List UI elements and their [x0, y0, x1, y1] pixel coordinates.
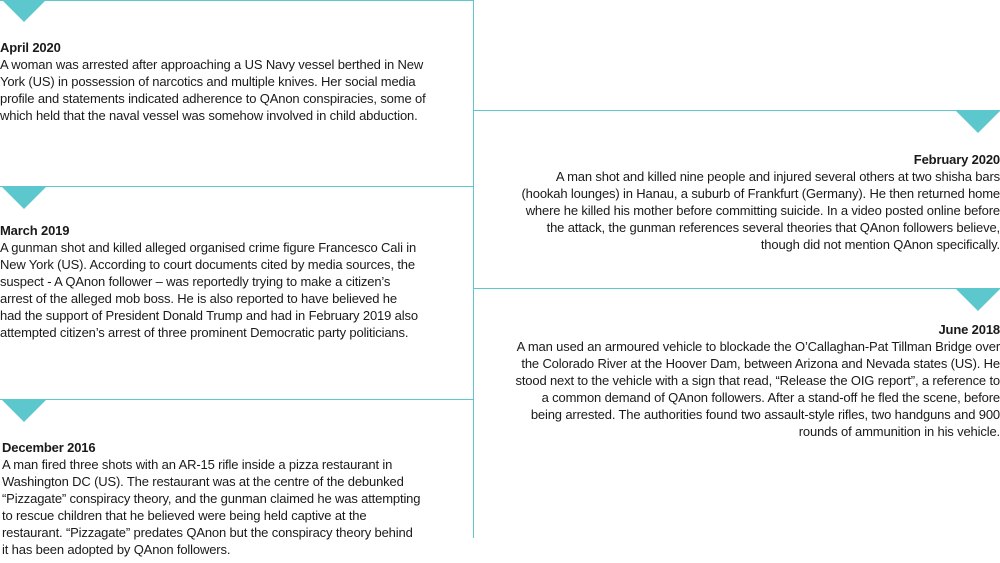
event-june-2018 — [515, 321, 1000, 440]
divider-march-2019 — [0, 186, 474, 187]
marker-march-2019-icon — [2, 187, 46, 209]
timeline-axis — [473, 0, 474, 538]
divider-june-2018 — [473, 288, 1000, 289]
event-date: December 2016 — [2, 440, 96, 455]
event-april-2020 — [0, 39, 440, 124]
divider-february-2020 — [473, 110, 1000, 111]
marker-december-2016-icon — [2, 400, 46, 422]
event-december-2016 — [2, 439, 422, 558]
event-february-2020 — [515, 151, 1000, 253]
marker-june-2018-icon — [956, 289, 1000, 311]
event-date: April 2020 — [0, 40, 61, 55]
event-date: February 2020 — [913, 152, 1000, 167]
event-description: A man fired three shots with an AR-15 rifle inside a pizza restaurant in Washington DC (US). The restaurant was at the centre of the debunked “Pizzagate” conspiracy theory, and the gunman claimed he was attempting to rescue children that he believed were being held captive at the restaurant. “Pizzagate” predates QAnon but the conspiracy theory behind it has been adopted by QAnon followers. — [2, 457, 421, 557]
marker-april-2020-icon — [2, 0, 46, 22]
event-description: A woman was arrested after approaching a US Navy vessel berthed in New York (US) in possession of narcotics and multiple knives. Her social media profile and statements indicated adherence to QAnon conspiracies, some of which held that the naval vessel was somehow involved in child abduction. — [0, 57, 426, 123]
event-description: A gunman shot and killed alleged organised crime figure Francesco Cali in New York (US). According to court documents cited by media sources, the suspect - A QAnon follower – was reportedly trying to make a citizen’s arrest of the alleged mob boss. He is also reported to have believed he had the support of President Donald Trump and had in February 2019 also attempted citizen’s arrest of three prominent Democratic party politicians. — [0, 240, 418, 340]
divider-december-2016 — [0, 399, 474, 400]
event-date: June 2018 — [938, 322, 1000, 337]
event-date: March 2019 — [0, 223, 70, 238]
divider-april-2020 — [0, 0, 474, 1]
event-description: A man used an armoured vehicle to blockade the O’Callaghan-Pat Tillman Bridge over the Colorado River at the Hoover Dam, between Arizona and Nevada states (US). He stood next to the vehicle with a sign that read, “Release the OIG report”, a reference to a common demand of QAnon followers. After a stand-off he fled the scene, before being arrested. The authorities found two assault-style rifles, two handguns and 900 rounds of ammunition in his vehicle. — [515, 339, 1000, 439]
event-description: A man shot and killed nine people and injured several others at two shisha bars (hookah lounges) in Hanau, a suburb of Frankfurt (Germany). He then returned home where he killed his mother before committing suicide. In a video posted online before the attack, the gunman references several theories that QAnon followers believe, though did not mention QAnon specifically. — [521, 169, 1000, 252]
event-march-2019 — [0, 222, 420, 341]
marker-february-2020-icon — [956, 111, 1000, 133]
